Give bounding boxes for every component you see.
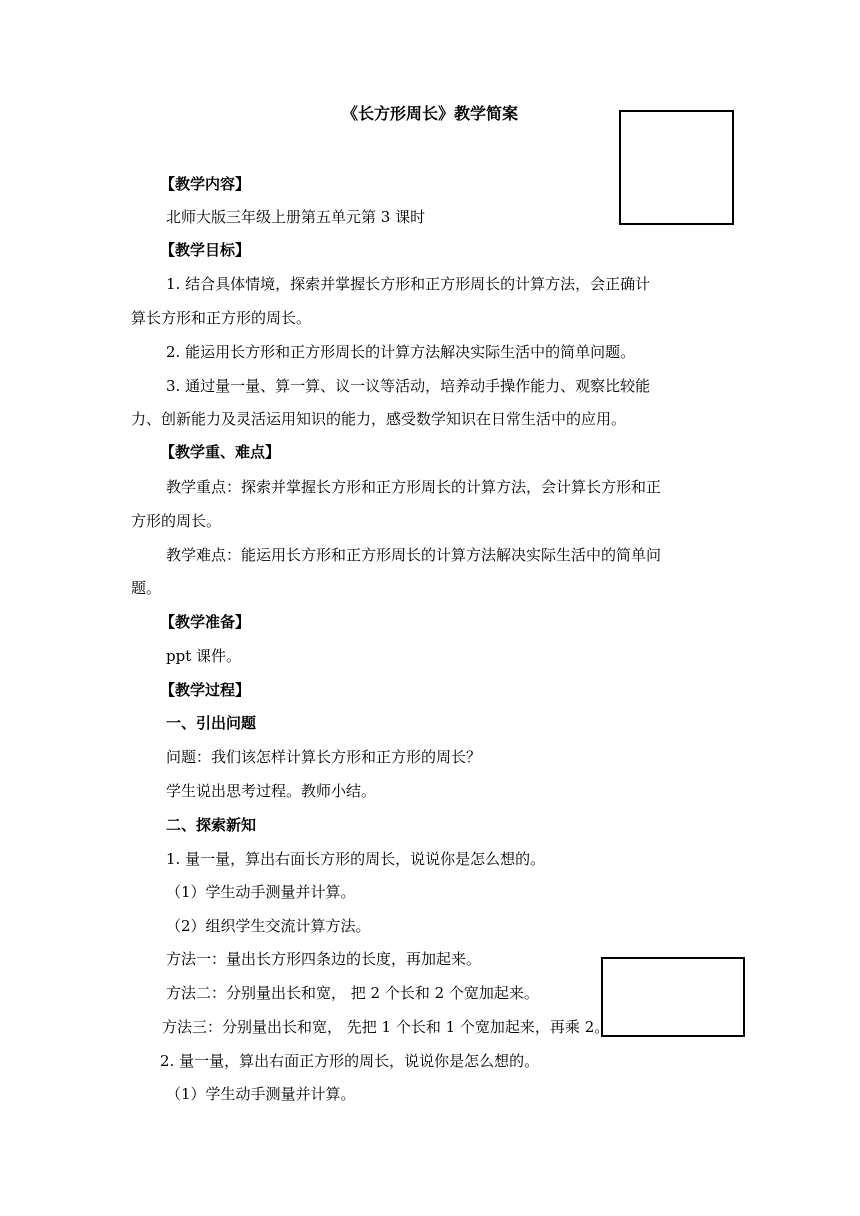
goal-2: 2. 能运用长方形和正方形周长的计算方法解决实际生活中的简单问题。	[166, 343, 636, 361]
key-point-line-2: 方形的周长。	[131, 512, 222, 530]
section-2-item-1: 1. 量一量，算出右面长方形的周长，说说你是怎么想的。	[166, 850, 546, 868]
section-2-item-1-step-1: （1）学生动手测量并计算。	[166, 883, 356, 901]
difficulty-line-1: 教学难点：能运用长方形和正方形周长的计算方法解决实际生活中的简单问	[166, 546, 662, 564]
section-1-title: 一、引出问题	[166, 714, 257, 732]
section-1-question: 问题：我们该怎样计算长方形和正方形的周长？	[166, 748, 482, 766]
heading-content: 【教学内容】	[160, 175, 251, 193]
goal-3-line-2: 力、创新能力及灵活运用知识的能力，感受数学知识在日常生活中的应用。	[131, 410, 627, 428]
method-2: 方法二：分别量出长和宽， 把 2 个长和 2 个宽加起来。	[166, 984, 539, 1002]
square-figure	[619, 110, 734, 225]
rectangle-figure	[601, 957, 745, 1037]
section-2-item-2-step-1: （1）学生动手测量并计算。	[166, 1085, 356, 1103]
heading-preparation: 【教学准备】	[160, 613, 251, 631]
preparation-text: ppt 课件。	[166, 647, 242, 665]
heading-process: 【教学过程】	[160, 681, 251, 699]
heading-key-points: 【教学重、难点】	[160, 443, 281, 461]
document-title: 《长方形周长》教学简案	[341, 104, 518, 123]
content-text: 北师大版三年级上册第五单元第 3 课时	[166, 208, 426, 226]
section-1-answer: 学生说出思考过程。教师小结。	[166, 782, 377, 800]
difficulty-line-2: 题。	[131, 579, 162, 597]
section-2-item-1-step-2: （2）组织学生交流计算方法。	[166, 917, 371, 935]
goal-1-line-1: 1. 结合具体情境，探索并掌握长方形和正方形周长的计算方法，会正确计	[166, 275, 651, 293]
method-3: 方法三：分别量出长和宽， 先把 1 个长和 1 个宽加起来，再乘 2。	[162, 1018, 610, 1036]
goal-3-line-1: 3. 通过量一量、算一算、议一议等活动，培养动手操作能力、观察比较能	[166, 377, 651, 395]
goal-1-line-2: 算长方形和正方形的周长。	[131, 309, 312, 327]
heading-goal: 【教学目标】	[160, 241, 251, 259]
method-1: 方法一：量出长方形四条边的长度，再加起来。	[166, 950, 482, 968]
section-2-item-2: 2. 量一量，算出右面正方形的周长，说说你是怎么想的。	[160, 1052, 540, 1070]
key-point-line-1: 教学重点：探索并掌握长方形和正方形周长的计算方法，会计算长方形和正	[166, 478, 662, 496]
section-2-title: 二、探索新知	[166, 816, 257, 834]
